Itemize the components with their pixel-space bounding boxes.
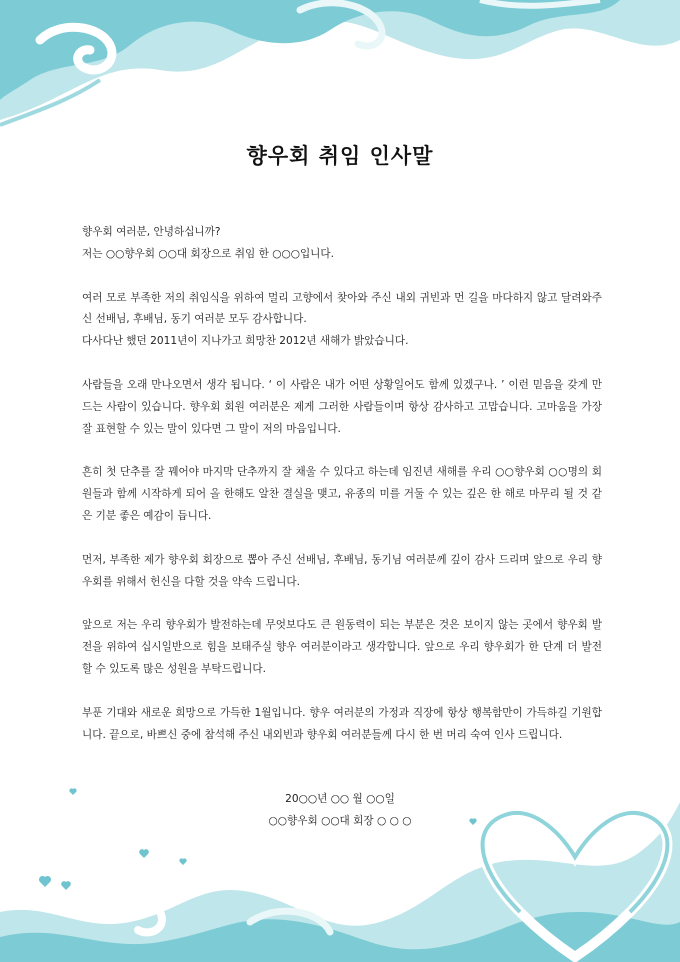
paragraph (82, 222, 602, 266)
paragraph (82, 288, 602, 353)
date-line: 20○○년 ○○ 월 ○○일 (285, 793, 395, 805)
page-title: 향우회 취임 인사말 (246, 144, 434, 168)
top-wave-decoration (0, 0, 680, 150)
paragraph: 앞으로 저는 우리 향우회가 발전하는데 무엇보다도 큰 원동력이 되는 부분은 것은 보이지 않는 곳에서 향우회 발전을 위하여 십시일반으로 힘을 보태주실 향우 여러분이라고 생각합니다. 앞으로 우리 향우회가 한 단계 더 발전할 수 있도록 많은 성원을 부탁드립니다. (82, 619, 602, 675)
paragraph: 흔히 첫 단추를 잘 꿰어야 마지막 단추까지 잘 채울 수 있다고 하는데 임진년 새해를 우리 ○○향우회 ○○명의 회원들과 함께 시작하게 되어 올 한해도 알찬 결실을 맺고, 유종의 미를 거둘 수 있는 깊은 한 해로 마무리 될 것 같은 기분 좋은 예감이 듭니다. (82, 466, 602, 522)
letter-body (82, 222, 602, 746)
paragraph-text: 여러 모로 부족한 저의 취임식을 위하여 멀리 고향에서 찾아와 주신 내외 귀빈과 먼 길을 마다하지 않고 달려와주신 선배님, 후배님, 동기 여러분 모두 감사합니다. (82, 291, 602, 326)
paragraph-text: 다사다난 했던 2011년이 지나가고 희망찬 2012년 새해가 밝았습니다. (82, 335, 409, 348)
paragraph: 사람들을 오래 만나오면서 생각 됩니다. ‘ 이 사람은 내가 어떤 상황일어도 함께 있겠구나. ’ 이런 믿음을 갖게 만드는 사람이 있습니다. 향우회 회원 여러분은 제게 그러한 사람들이며 항상 감사하고 고맙습니다. 고마움을 가장 잘 표현할 수 있는 말이 있다면 그 말이 저의 마음입니다. (82, 378, 602, 435)
greeting-line: 향우회 여러분, 안녕하십니까? (82, 226, 221, 238)
paragraph: 먼저, 부족한 제가 향우회 회장으로 뽑아 주신 선배님, 후배님, 동기님 여러분께 깊이 감사 드리며 앞으로 우리 향우회를 위해서 헌신을 다할 것을 약속 드립니다. (82, 553, 602, 588)
intro-line: 저는 ○○향우회 ○○대 회장으로 취임 한 ○○○입니다. (82, 247, 335, 260)
bottom-wave-decoration (0, 762, 680, 962)
paragraph: 부푼 기대와 새로운 희망으로 가득한 1월입니다. 향우 여러분의 가정과 직장에 항상 행복함만이 가득하길 기원합니다. 끝으로, 바쁘신 중에 참석해 주신 내외빈과 향우회 여러분들께 다시 한 번 머리 숙여 인사 드립니다. (82, 706, 602, 741)
signer-line: ○○향우회 ○○대 회장 ○ ○ ○ (268, 815, 412, 827)
